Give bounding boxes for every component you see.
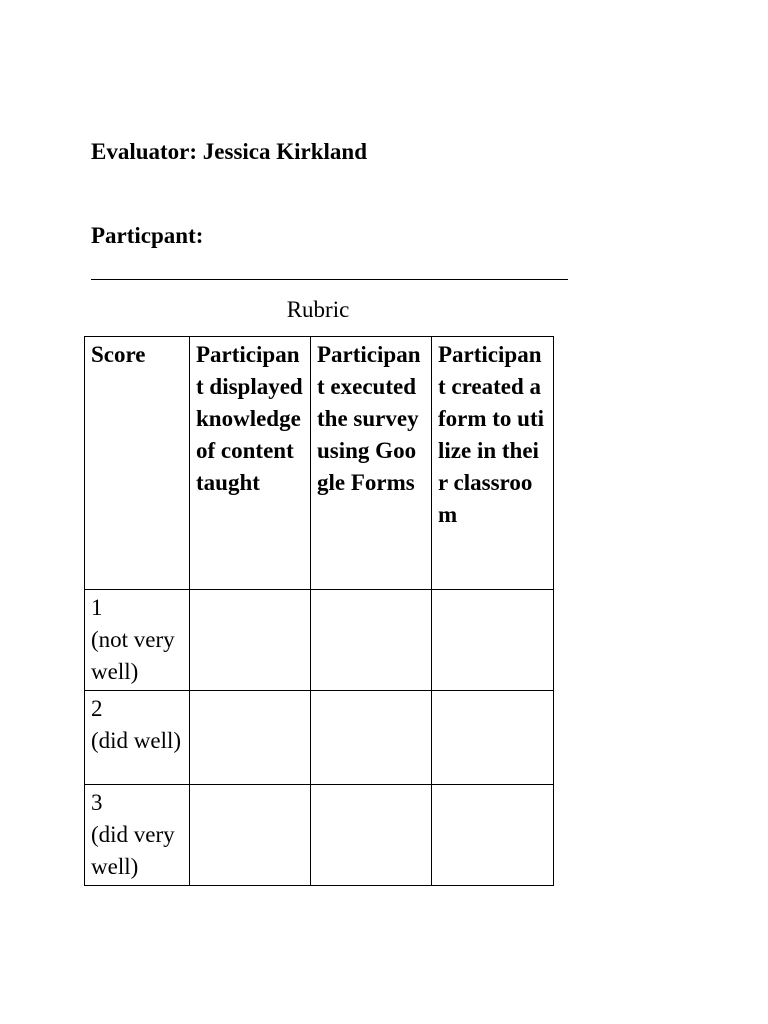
table-row [85,785,554,886]
evaluator-name: Evaluator: Jessica Kirkland [91,139,368,164]
column-header-score: Score [85,337,190,590]
score-value: 3 [91,790,103,815]
rating-cell-form[interactable] [432,785,554,886]
rating-cell-form[interactable] [432,590,554,691]
participant-signature-line[interactable] [91,279,568,280]
column-header-form: Participant created a form to utilize in their classroom [432,337,554,590]
rating-cell-survey[interactable] [311,785,432,886]
score-cell [85,590,190,691]
rating-cell-survey[interactable] [311,590,432,691]
rubric-table [84,336,554,886]
rating-cell-form[interactable] [432,691,554,785]
participant-label: Particpant: [91,223,204,248]
rating-cell-knowledge[interactable] [190,691,311,785]
score-description: (did very well) [91,822,175,879]
table-row [85,691,554,785]
score-value: 1 [91,595,103,620]
rubric-caption: Rubric [286,297,350,322]
column-header-survey: Participant executed the survey using Google Forms [311,337,432,590]
table-row [85,590,554,691]
rating-cell-knowledge[interactable] [190,785,311,886]
score-description: (not very well) [91,627,175,684]
score-cell [85,691,190,785]
score-cell [85,785,190,886]
rating-cell-knowledge[interactable] [190,590,311,691]
score-value: 2 [91,696,103,721]
rating-cell-survey[interactable] [311,691,432,785]
column-header-knowledge: Participant displayed knowledge of content taught [190,337,311,590]
rubric-header-row [85,337,554,590]
score-description: (did well) [91,728,182,753]
